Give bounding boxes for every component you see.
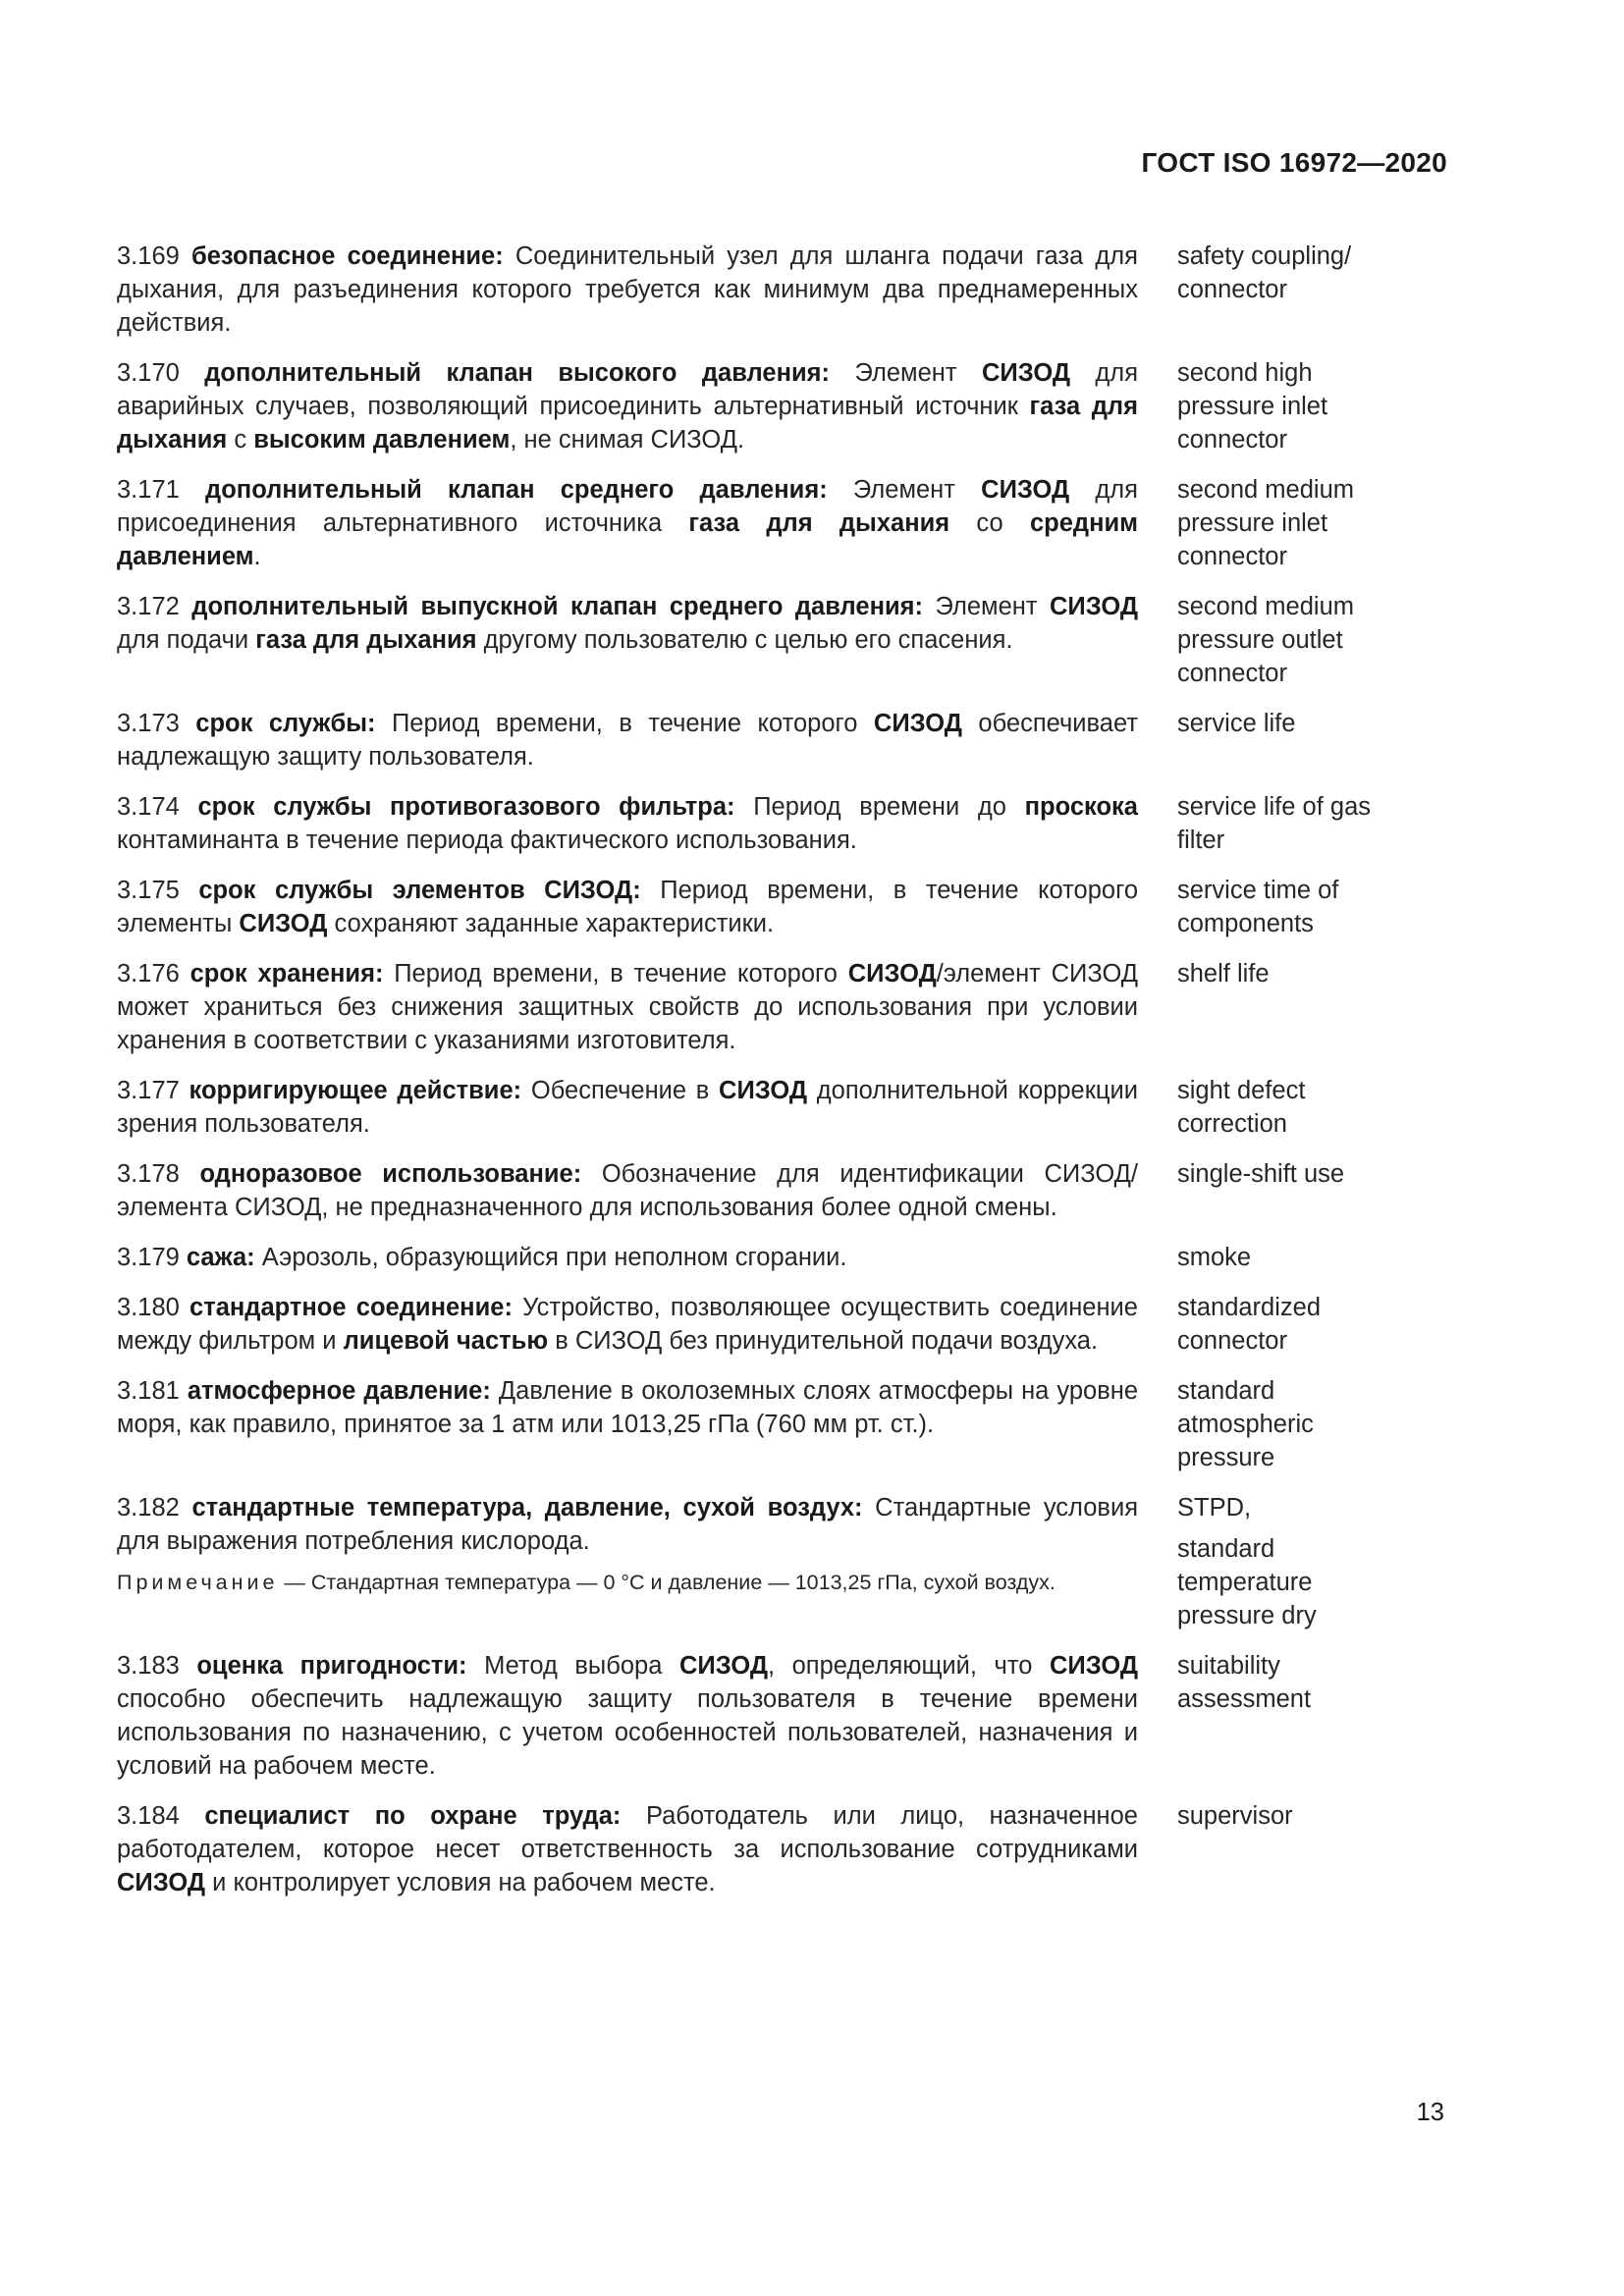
note-label: Примечание [117,1571,279,1594]
english-term-line: pressure dry [1177,1602,1317,1629]
english-term [1177,1799,1423,1833]
english-term-line: filter [1177,827,1225,854]
english-term [1177,590,1423,690]
definition-text: Аэрозоль, образующийся при неполном сгорании. [254,1244,847,1271]
bold-term-text: сажа: [186,1244,255,1271]
bold-term-text: СИЗОД [981,476,1070,504]
definition-text: Стандартные условия для выражения потребления кислорода. [117,1494,1138,1555]
bold-term-text: СИЗОД [678,1652,768,1680]
definition-text: сохраняют заданные характеристики. [327,910,775,937]
term-definition [117,1799,1138,1899]
bold-term-text: газа для дыхания [117,393,1139,454]
definition-text: 3.174 [117,793,198,821]
term-entry [117,1074,1423,1141]
page-number: 13 [1416,2099,1444,2126]
bold-term-text: срок службы элементов СИЗОД: [198,877,641,904]
definition-text: Давление в околоземных слоях атмосферы на уровне моря, как правило, принятое за 1 атм или 1013,25 гПа (760 мм рт. ст.). [117,1377,1139,1438]
term-entry [117,1799,1423,1899]
english-term-line: second medium [1177,593,1355,620]
definition-paragraph [117,790,1138,857]
english-term [1177,1291,1423,1358]
definition-text: способно обеспечить надлежащую защиту пользователя в течение времени использования по назначению, с учетом особенностей пользователей, назначения и условий на рабочем месте. [117,1685,1138,1780]
english-term-line: suitability [1177,1652,1280,1680]
bold-term-text: проскока [1024,793,1138,821]
definition-text: Элемент [923,593,1050,620]
bold-term-text: дополнительный выпускной клапан среднего давления: [191,593,924,620]
english-term-line: connector [1177,1327,1287,1355]
term-spacer [1177,1524,1423,1532]
english-term-line: connector [1177,660,1287,687]
bold-term-text: стандартное соединение: [189,1294,513,1321]
definition-text: 3.183 [117,1652,197,1680]
definition-text: Обозначение для идентификации СИЗОД/элемента СИЗОД, не предназначенного для использования более одной смены. [117,1160,1138,1221]
bold-term-text: СИЗОД [981,359,1070,387]
term-definition [117,590,1138,657]
english-term [1177,1491,1423,1632]
definition-text: Период времени, в течение которого [375,710,874,737]
english-term-line: atmospheric [1177,1411,1314,1438]
bold-term-text: СИЗОД [1049,1652,1138,1680]
bold-term-text: атмосферное давление: [187,1377,491,1405]
definition-text: 3.180 [117,1294,190,1321]
term-entry [117,240,1423,340]
english-term-line: connector [1177,426,1287,454]
english-term-line: safety coupling/ [1177,242,1352,270]
definition-text: Элемент [830,359,982,387]
definition-paragraph [117,957,1138,1057]
english-term-line: pressure inlet [1177,509,1328,537]
term-entry [117,1291,1423,1358]
term-definition [117,874,1138,940]
definition-paragraph [117,1291,1138,1358]
definition-text: 3.170 [117,359,205,387]
bold-term-text: СИЗОД [117,1869,206,1896]
definition-paragraph [117,1374,1138,1441]
definition-text: Период времени, в течение которого элементы [117,877,1138,937]
bold-term-text: одноразовое использование: [199,1160,582,1188]
term-entry [117,1491,1423,1632]
definition-text: Устройство, позволяющее осуществить соединение между фильтром и [117,1294,1138,1355]
bold-term-text: корригирующее действие: [189,1077,522,1104]
term-entry [117,1649,1423,1783]
definition-paragraph [117,473,1138,573]
definition-text: 3.169 [117,242,191,270]
definition-text: 3.184 [117,1802,205,1830]
definition-text: и контролирует условия на рабочем месте. [205,1869,716,1896]
bold-term-text: высоким давлением [253,426,511,454]
definition-text: другому пользователю с целью его спасения. [476,626,1013,654]
term-definition [117,957,1138,1057]
definition-text: Элемент [827,476,982,504]
bold-term-text: дополнительный клапан среднего давления: [205,476,828,504]
term-definition [117,790,1138,857]
english-term [1177,707,1423,740]
definition-paragraph [117,874,1138,940]
term-definition [117,1374,1138,1441]
bold-term-text: срок службы противогазового фильтра: [197,793,735,821]
definition-paragraph [117,707,1138,774]
english-term-line: service time of [1177,877,1339,904]
english-term [1177,1374,1423,1474]
term-definition [117,1291,1138,1358]
definition-text: 3.177 [117,1077,189,1104]
term-definition [117,707,1138,774]
english-term-line: pressure outlet [1177,626,1343,654]
definition-paragraph [117,1491,1138,1558]
english-term-line: components [1177,910,1314,937]
definition-text: дополнительной коррекции зрения пользователя. [117,1077,1138,1138]
term-definition [117,473,1138,573]
bold-term-text: средним давлением [117,509,1139,570]
english-term-line: connector [1177,276,1287,303]
english-term-line: correction [1177,1110,1287,1138]
english-term-line: standard [1177,1535,1275,1563]
definition-text: Метод выбора [466,1652,679,1680]
definition-paragraph [117,590,1138,657]
english-term-line: pressure [1177,1444,1275,1471]
definition-text: 3.171 [117,476,206,504]
english-term-line: service life of gas [1177,793,1372,821]
definition-text: для аварийных случаев, позволяющий присоединить альтернативный источник [117,359,1138,420]
english-term-line: supervisor [1177,1802,1293,1830]
bold-term-text: дополнительный клапан высокого давления: [204,359,831,387]
english-term [1177,874,1423,940]
definition-paragraph [117,1649,1138,1783]
term-definition [117,1649,1138,1783]
english-term-line: sight defect [1177,1077,1306,1104]
definition-paragraph [117,1241,1138,1274]
english-term-line: connector [1177,543,1287,570]
bold-term-text: специалист по охране труда: [204,1802,622,1830]
bold-term-text: безопасное соединение: [190,242,504,270]
english-term-line: temperature [1177,1569,1313,1596]
term-definition [117,1491,1138,1597]
terms-list [117,240,1423,1916]
definition-text: . [253,543,261,570]
definition-text: с [227,426,254,454]
bold-term-text: СИЗОД [239,910,328,937]
bold-term-text: оценка пригодности: [196,1652,467,1680]
definition-text: 3.176 [117,960,190,988]
bold-term-text: СИЗОД [873,710,962,737]
definition-paragraph [117,1157,1138,1224]
term-entry [117,1157,1423,1224]
english-term-line: single-shift use [1177,1160,1345,1188]
english-term [1177,1649,1423,1716]
definition-paragraph [117,356,1138,456]
term-definition [117,356,1138,456]
term-entry [117,473,1423,573]
definition-text: , определяющий, что [768,1652,1050,1680]
english-term-line: second medium [1177,476,1355,504]
english-term [1177,1074,1423,1141]
definition-text: со [949,509,1030,537]
english-term [1177,790,1423,857]
term-entry [117,874,1423,940]
bold-term-text: газа для дыхания [255,626,477,654]
english-term-line: standard [1177,1377,1275,1405]
bold-term-text: стандартные температура, давление, сухой воздух: [191,1494,863,1522]
english-term-line: standardized [1177,1294,1322,1321]
bold-term-text: срок службы: [195,710,376,737]
definition-text: в СИЗОД без принудительной подачи воздуха. [548,1327,1099,1355]
term-entry [117,957,1423,1057]
definition-text: /элемент СИЗОД может храниться без снижения защитных свойств до использования при условии хранения в соответствии с указаниями изготовителя. [117,960,1139,1054]
definition-paragraph [117,240,1138,340]
bold-term-text: срок хранения: [189,960,384,988]
bold-term-text: лицевой частью [343,1327,549,1355]
term-definition [117,1074,1138,1141]
definition-text: 3.173 [117,710,196,737]
definition-text: обеспечивает надлежащую защиту пользователя. [117,710,1138,771]
english-term [1177,240,1423,306]
english-term-line: service life [1177,710,1296,737]
definition-paragraph [117,1074,1138,1141]
definition-text: для подачи [117,626,256,654]
bold-term-text: СИЗОД [719,1077,808,1104]
english-term [1177,356,1423,456]
english-term [1177,957,1423,990]
term-definition [117,1241,1138,1274]
english-term [1177,1241,1423,1274]
bold-term-text: газа для дыхания [688,509,950,537]
note-text: — Стандартная температура — 0 °С и давление — 1013,25 гПа, сухой воздух. [278,1571,1056,1594]
document-header: ГОСТ ISO 16972—2020 [1141,147,1447,178]
definition-text: 3.181 [117,1377,188,1405]
definition-text: Обеспечение в [521,1077,720,1104]
english-term-line: second high [1177,359,1313,387]
definition-text: для присоединения альтернативного источника [117,476,1138,537]
definition-text: 3.179 [117,1244,187,1271]
english-term-line: assessment [1177,1685,1312,1713]
term-entry [117,356,1423,456]
term-definition [117,1157,1138,1224]
english-term [1177,1157,1423,1191]
definition-text: Период времени, в течение которого [383,960,848,988]
term-entry [117,1374,1423,1474]
definition-text: 3.175 [117,877,199,904]
english-term-line: shelf life [1177,960,1270,988]
definition-paragraph [117,1799,1138,1899]
english-term [1177,473,1423,573]
definition-text: 3.178 [117,1160,200,1188]
definition-text: Работодатель или лицо, назначенное работодателем, которое несет ответственность за использование сотрудниками [117,1802,1138,1863]
english-term-line: smoke [1177,1244,1252,1271]
term-definition [117,240,1138,340]
definition-text: , не снимая СИЗОД. [510,426,745,454]
definition-text: 3.172 [117,593,192,620]
term-entry [117,590,1423,690]
entry-note [117,1568,1138,1597]
definition-text: контаминанта в течение периода фактического использования. [117,827,857,854]
english-term-line: STPD, [1177,1494,1252,1522]
bold-term-text: СИЗОД [847,960,937,988]
definition-text: Период времени до [734,793,1025,821]
definition-text: 3.182 [117,1494,192,1522]
definition-text: Соединительный узел для шланга подачи газа для дыхания, для разъединения которого требуется как минимум два преднамеренных действия. [117,242,1138,337]
english-term-line: pressure inlet [1177,393,1328,420]
bold-term-text: СИЗОД [1049,593,1138,620]
term-entry [117,1241,1423,1274]
term-entry [117,790,1423,857]
term-entry [117,707,1423,774]
